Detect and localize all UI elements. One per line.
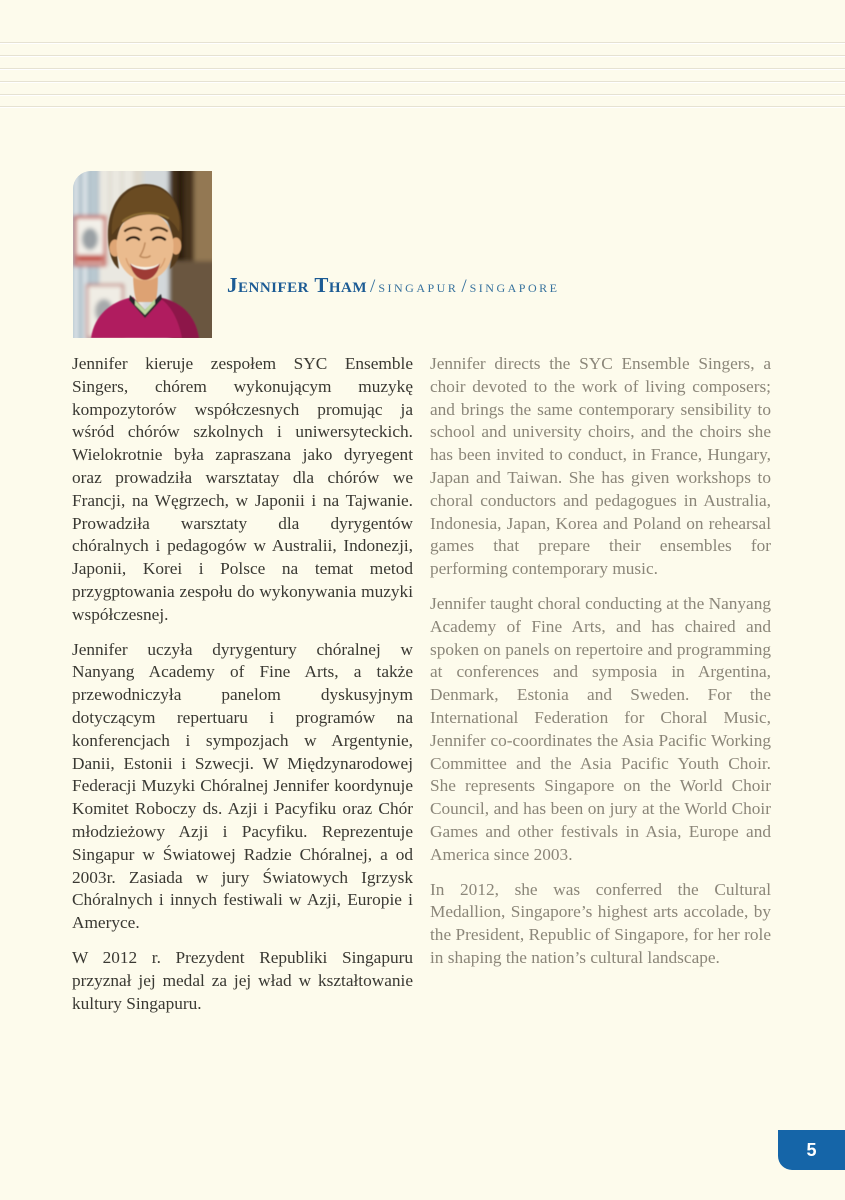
country-english: singapore <box>469 276 560 296</box>
bio-paragraph-en-2: Jennifer taught choral conducting at the Nanyang Academy of Fine Arts, and has chaired and spoken on panels on repertoire and programming at conferences and symposia in Argentina, Denmark, Estonia and Sweden. For the International Federation for Choral Music, Jennifer co-coordinates the Asia Pacific Working Committee and the Asia Pacific Youth Choir. She represents Singapore on the World Choir Council, and has been on jury at the World Choir Games and other festivals in Asia, Europe and America since 2003. <box>430 593 771 864</box>
profile-photo <box>73 171 212 338</box>
bio-paragraph-en-3: In 2012, she was conferred the Cultural Medallion, Singapore’s highest arts accolade, by the President, Republic of Singapore, for her role in shaping the nation’s cultural landscape. <box>430 879 771 967</box>
bio-paragraph-en-1: Jennifer directs the SYC Ensemble Singers, a choir devoted to the work of living composers; and brings the same contemporary sensibility to school and university choirs, and the choirs she has been invited to conduct, in France, Hungary, Japan and Taiwan. She has given workshops to choral conductors and pedagogues in Australia, Indonesia, Japan, Korea and Poland on rehearsal games that prepare their ensembles for performing contemporary music. <box>430 354 771 579</box>
staff-line <box>0 106 845 107</box>
staff-line <box>0 42 845 43</box>
separator-slash: / <box>461 276 467 297</box>
bio-column-polish <box>72 353 413 1015</box>
staff-line <box>0 94 845 95</box>
page-number: 5 <box>806 1139 817 1160</box>
separator-slash: / <box>370 276 376 297</box>
person-name: Jennifer Tham <box>227 273 368 297</box>
profile-name-header <box>227 272 559 301</box>
bio-paragraph-pl-3: W 2012 r. Prezydent Republiki Singapuru przyznał jej medal za jej wład w kształtowanie kultury Singapuru. <box>72 947 413 1013</box>
bio-column-english <box>430 353 771 970</box>
portrait-illustration <box>73 171 212 338</box>
staff-line <box>0 81 845 82</box>
bio-paragraph-pl-1: Jennifer kieruje zespołem SYC Ensemble Singers, chórem wykonującym muzykę kompozytorów współczesnych promując ja wśród chórów szkolnych i uniwersyteckich. Wielokrotnie była zapraszana jako dyryegent oraz prowadziła warsztatay dla chórów we Francji, na Węgrzech, w Japonii i na Tajwanie. Prowadziła warsztaty dla dyrygentów chóralnych i pedagogów w Australii, Indonezji, Japonii, Korei i Polsce na temat metod przygptowania zespołu do wykonywania muzyki współczesnej. <box>72 354 413 624</box>
bio-paragraph-pl-2: Jennifer uczyła dyrygentury chóralnej w Nanyang Academy of Fine Arts, a także przewodniczyła panelom dyskusyjnym dotyczącym repertuaru i programów na konferencjach i sympozjach w Argentynie, Danii, Estonii i Szwecji. W Międzynarodowej Federacji Muzyki Chóralnej Jennifer koordynuje Komitet Roboczy ds. Azji i Pacyfiku oraz Chór młodzieżowy Azji i Pacyfiku. Reprezentuje Singapur w Światowej Radzie Chóralnej, a od 2003r. Zasiada w jury Światowych Igrzysk Chóralnych i innych festiwali w Azji, Europie i Ameryce. <box>72 639 413 933</box>
country-polish: singapur <box>378 276 459 296</box>
staff-line <box>0 55 845 56</box>
page-number-tab <box>778 1130 845 1170</box>
staff-line <box>0 68 845 69</box>
